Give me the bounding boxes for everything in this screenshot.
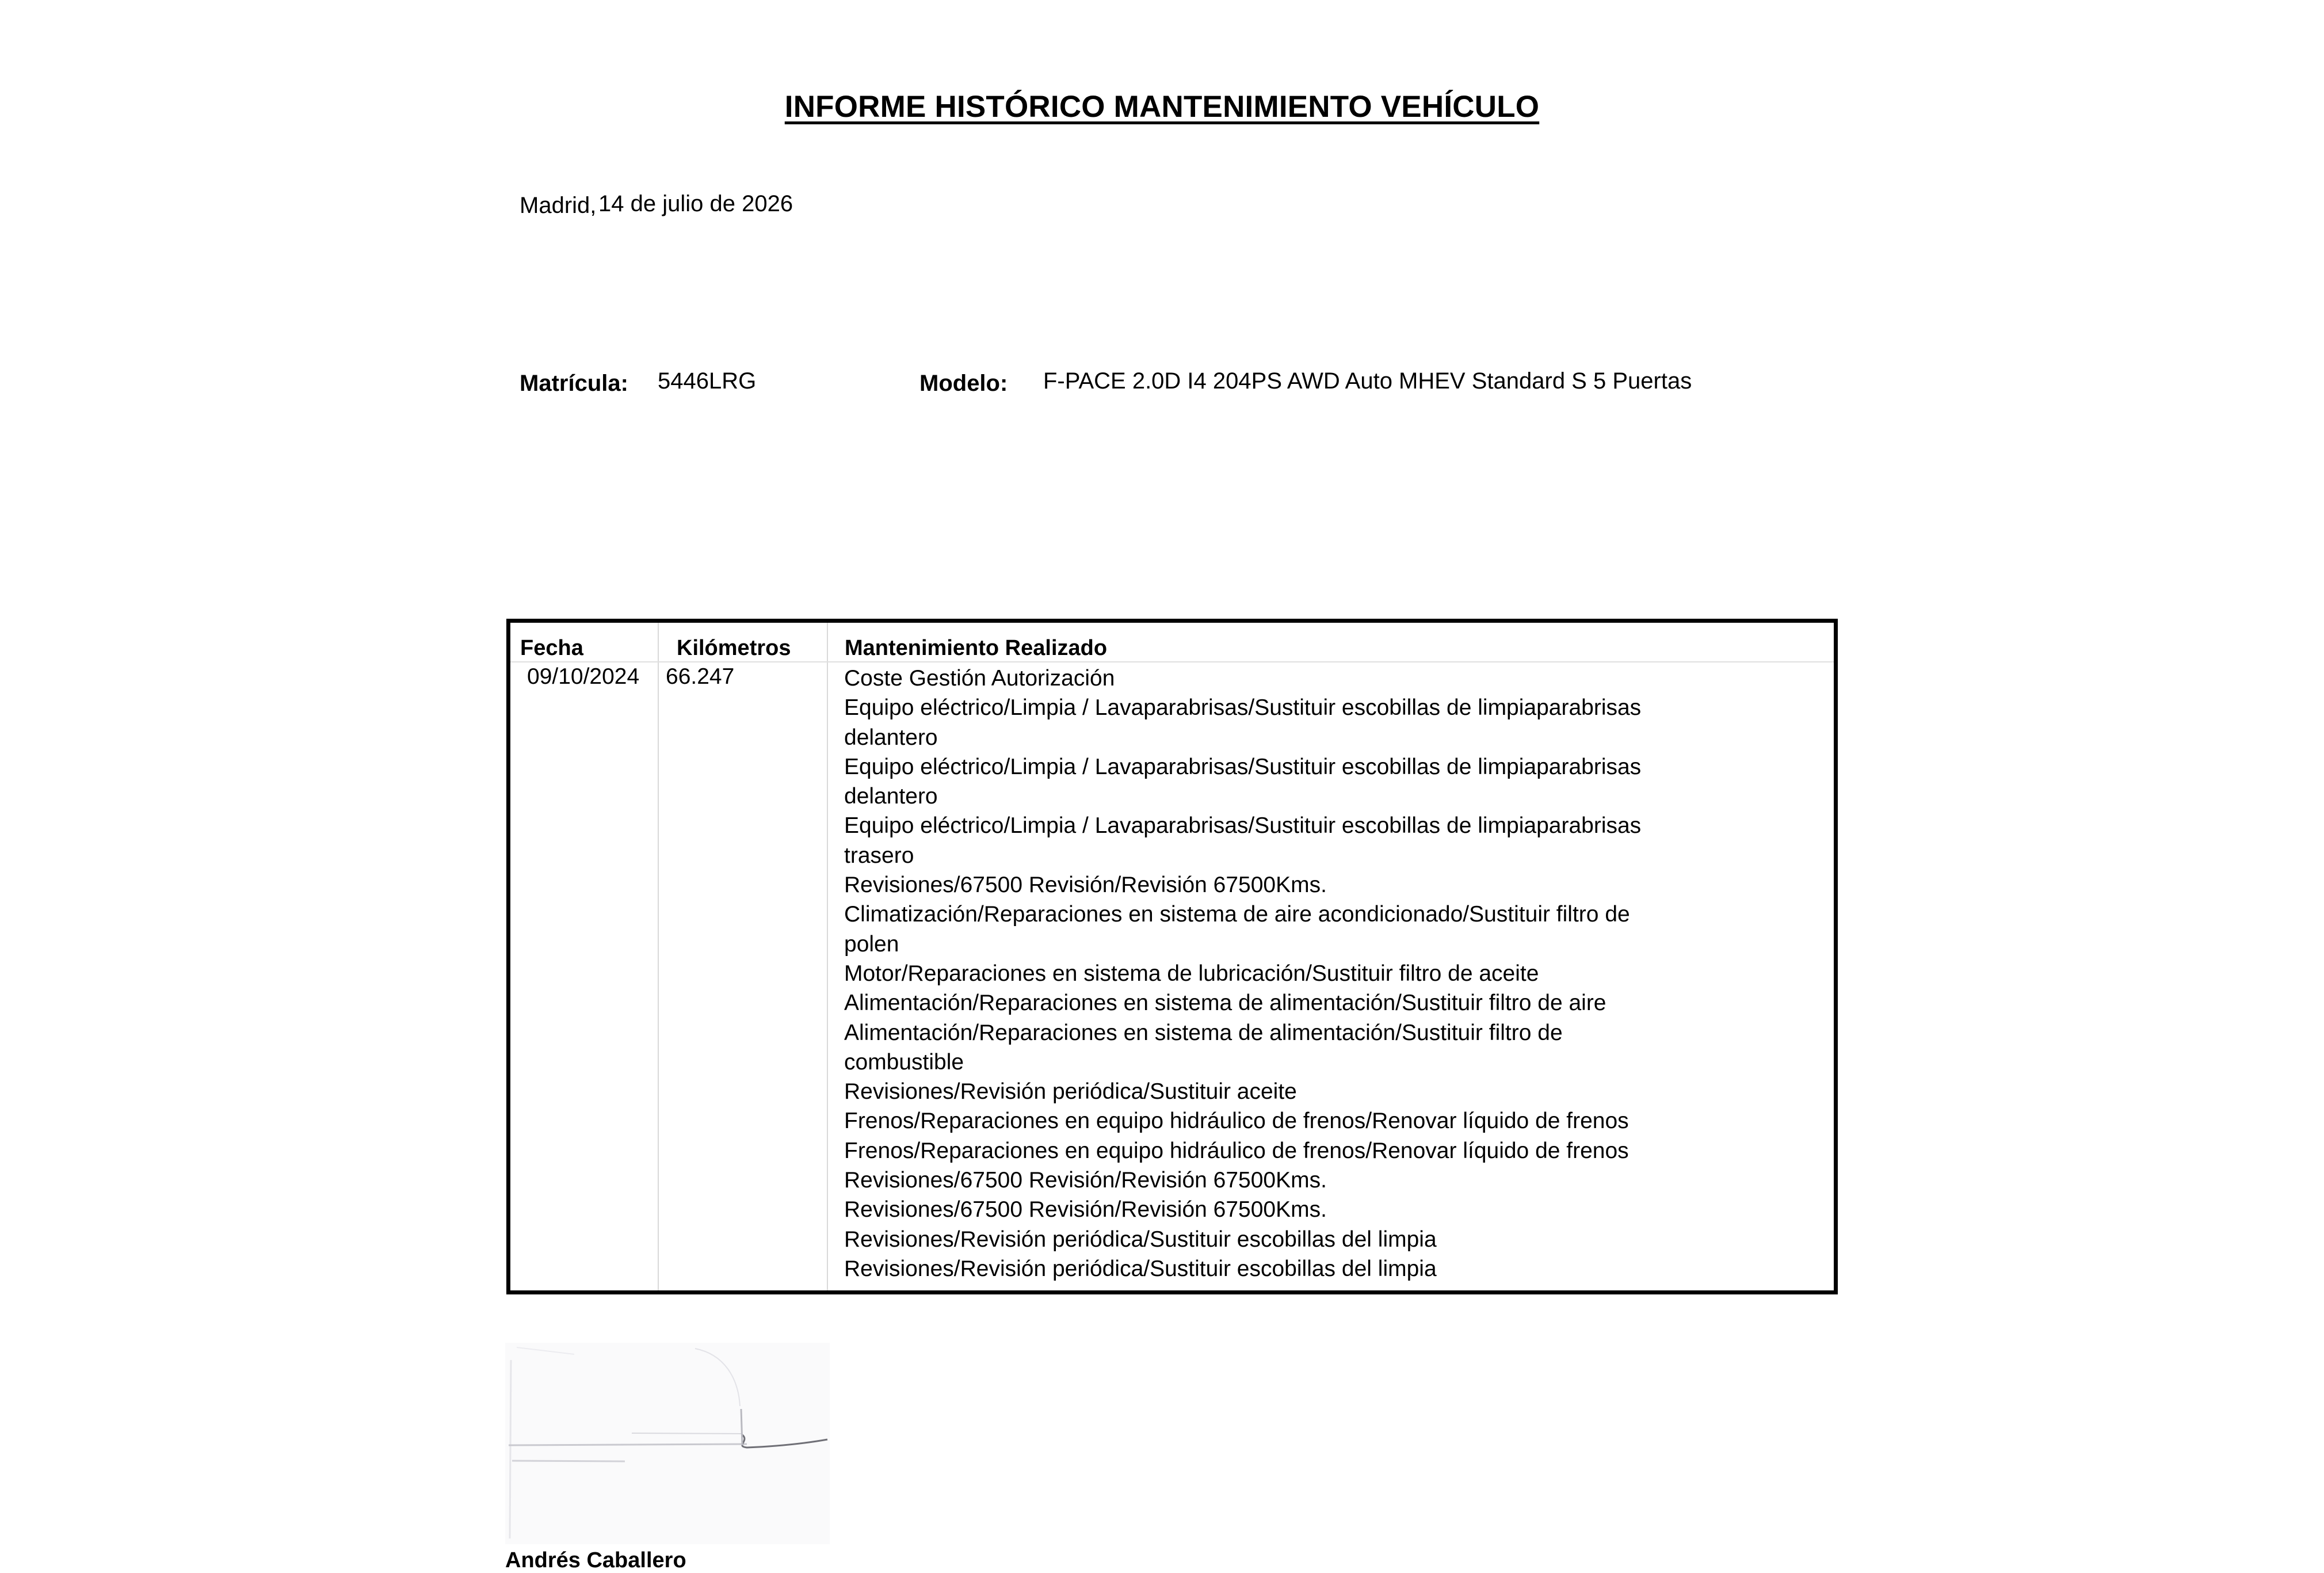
work-line: Revisiones/67500 Revisión/Revisión 67500Kms.: [844, 873, 1327, 898]
work-line: Alimentación/Reparaciones en sistema de alimentación/Sustituir filtro de: [844, 1020, 1563, 1045]
work-line: combustible: [844, 1049, 964, 1075]
column-divider: [827, 623, 828, 1290]
work-line: Equipo eléctrico/Limpia / Lavaparabrisas/Sustituir escobillas de limpiaparabrisas: [844, 754, 1642, 779]
work-line: Coste Gestión Autorización: [844, 666, 1115, 691]
signature-image: [505, 1343, 830, 1544]
work-line: Equipo eléctrico/Limpia / Lavaparabrisas/Sustituir escobillas de limpiaparabrisas: [844, 695, 1642, 721]
row-date: 09/10/2024: [527, 664, 640, 689]
work-line: Revisiones/67500 Revisión/Revisión 67500Kms.: [844, 1197, 1327, 1222]
report-date: 14 de julio de 2026: [598, 191, 793, 216]
work-line: Revisiones/Revisión periódica/Sustituir escobillas del limpia: [844, 1227, 1437, 1252]
work-line: Frenos/Reparaciones en equipo hidráulico de frenos/Renovar líquido de frenos: [844, 1109, 1629, 1134]
header-divider: [510, 661, 1834, 662]
work-line: Climatización/Reparaciones en sistema de aire acondicionado/Sustituir filtro de: [844, 902, 1630, 927]
work-line: Revisiones/Revisión periódica/Sustituir escobillas del limpia: [844, 1256, 1437, 1281]
header-km: Kilómetros: [677, 636, 791, 660]
model-value: F-PACE 2.0D I4 204PS AWD Auto MHEV Standard S 5 Puertas: [1043, 368, 1692, 394]
work-line: Revisiones/67500 Revisión/Revisión 67500Kms.: [844, 1168, 1327, 1193]
work-line: Revisiones/Revisión periódica/Sustituir aceite: [844, 1079, 1297, 1104]
plate-value: 5446LRG: [658, 368, 757, 394]
work-line: polen: [844, 931, 899, 957]
plate-label: Matrícula:: [520, 371, 628, 396]
work-line: Alimentación/Reparaciones en sistema de alimentación/Sustituir filtro de aire: [844, 991, 1606, 1016]
work-list: [844, 664, 1641, 1283]
work-line: delantero: [844, 725, 938, 750]
model-label: Modelo:: [919, 371, 1008, 396]
work-line: Motor/Reparaciones en sistema de lubricación/Sustituir filtro de aceite: [844, 961, 1539, 986]
signature-name: Andrés Caballero: [505, 1548, 686, 1572]
report-title: INFORME HISTÓRICO MANTENIMIENTO VEHÍCULO: [784, 90, 1540, 124]
work-line: Frenos/Reparaciones en equipo hidráulico de frenos/Renovar líquido de frenos: [844, 1138, 1629, 1163]
work-line: trasero: [844, 843, 914, 868]
header-date: Fecha: [520, 636, 583, 660]
row-km: 66.247: [666, 664, 735, 689]
work-line: delantero: [844, 784, 938, 809]
header-work: Mantenimiento Realizado: [845, 636, 1108, 660]
city-label: Madrid,: [520, 193, 597, 218]
column-divider: [658, 623, 659, 1290]
work-line: Equipo eléctrico/Limpia / Lavaparabrisas/Sustituir escobillas de limpiaparabrisas: [844, 813, 1642, 839]
maintenance-table: [506, 619, 1838, 1294]
